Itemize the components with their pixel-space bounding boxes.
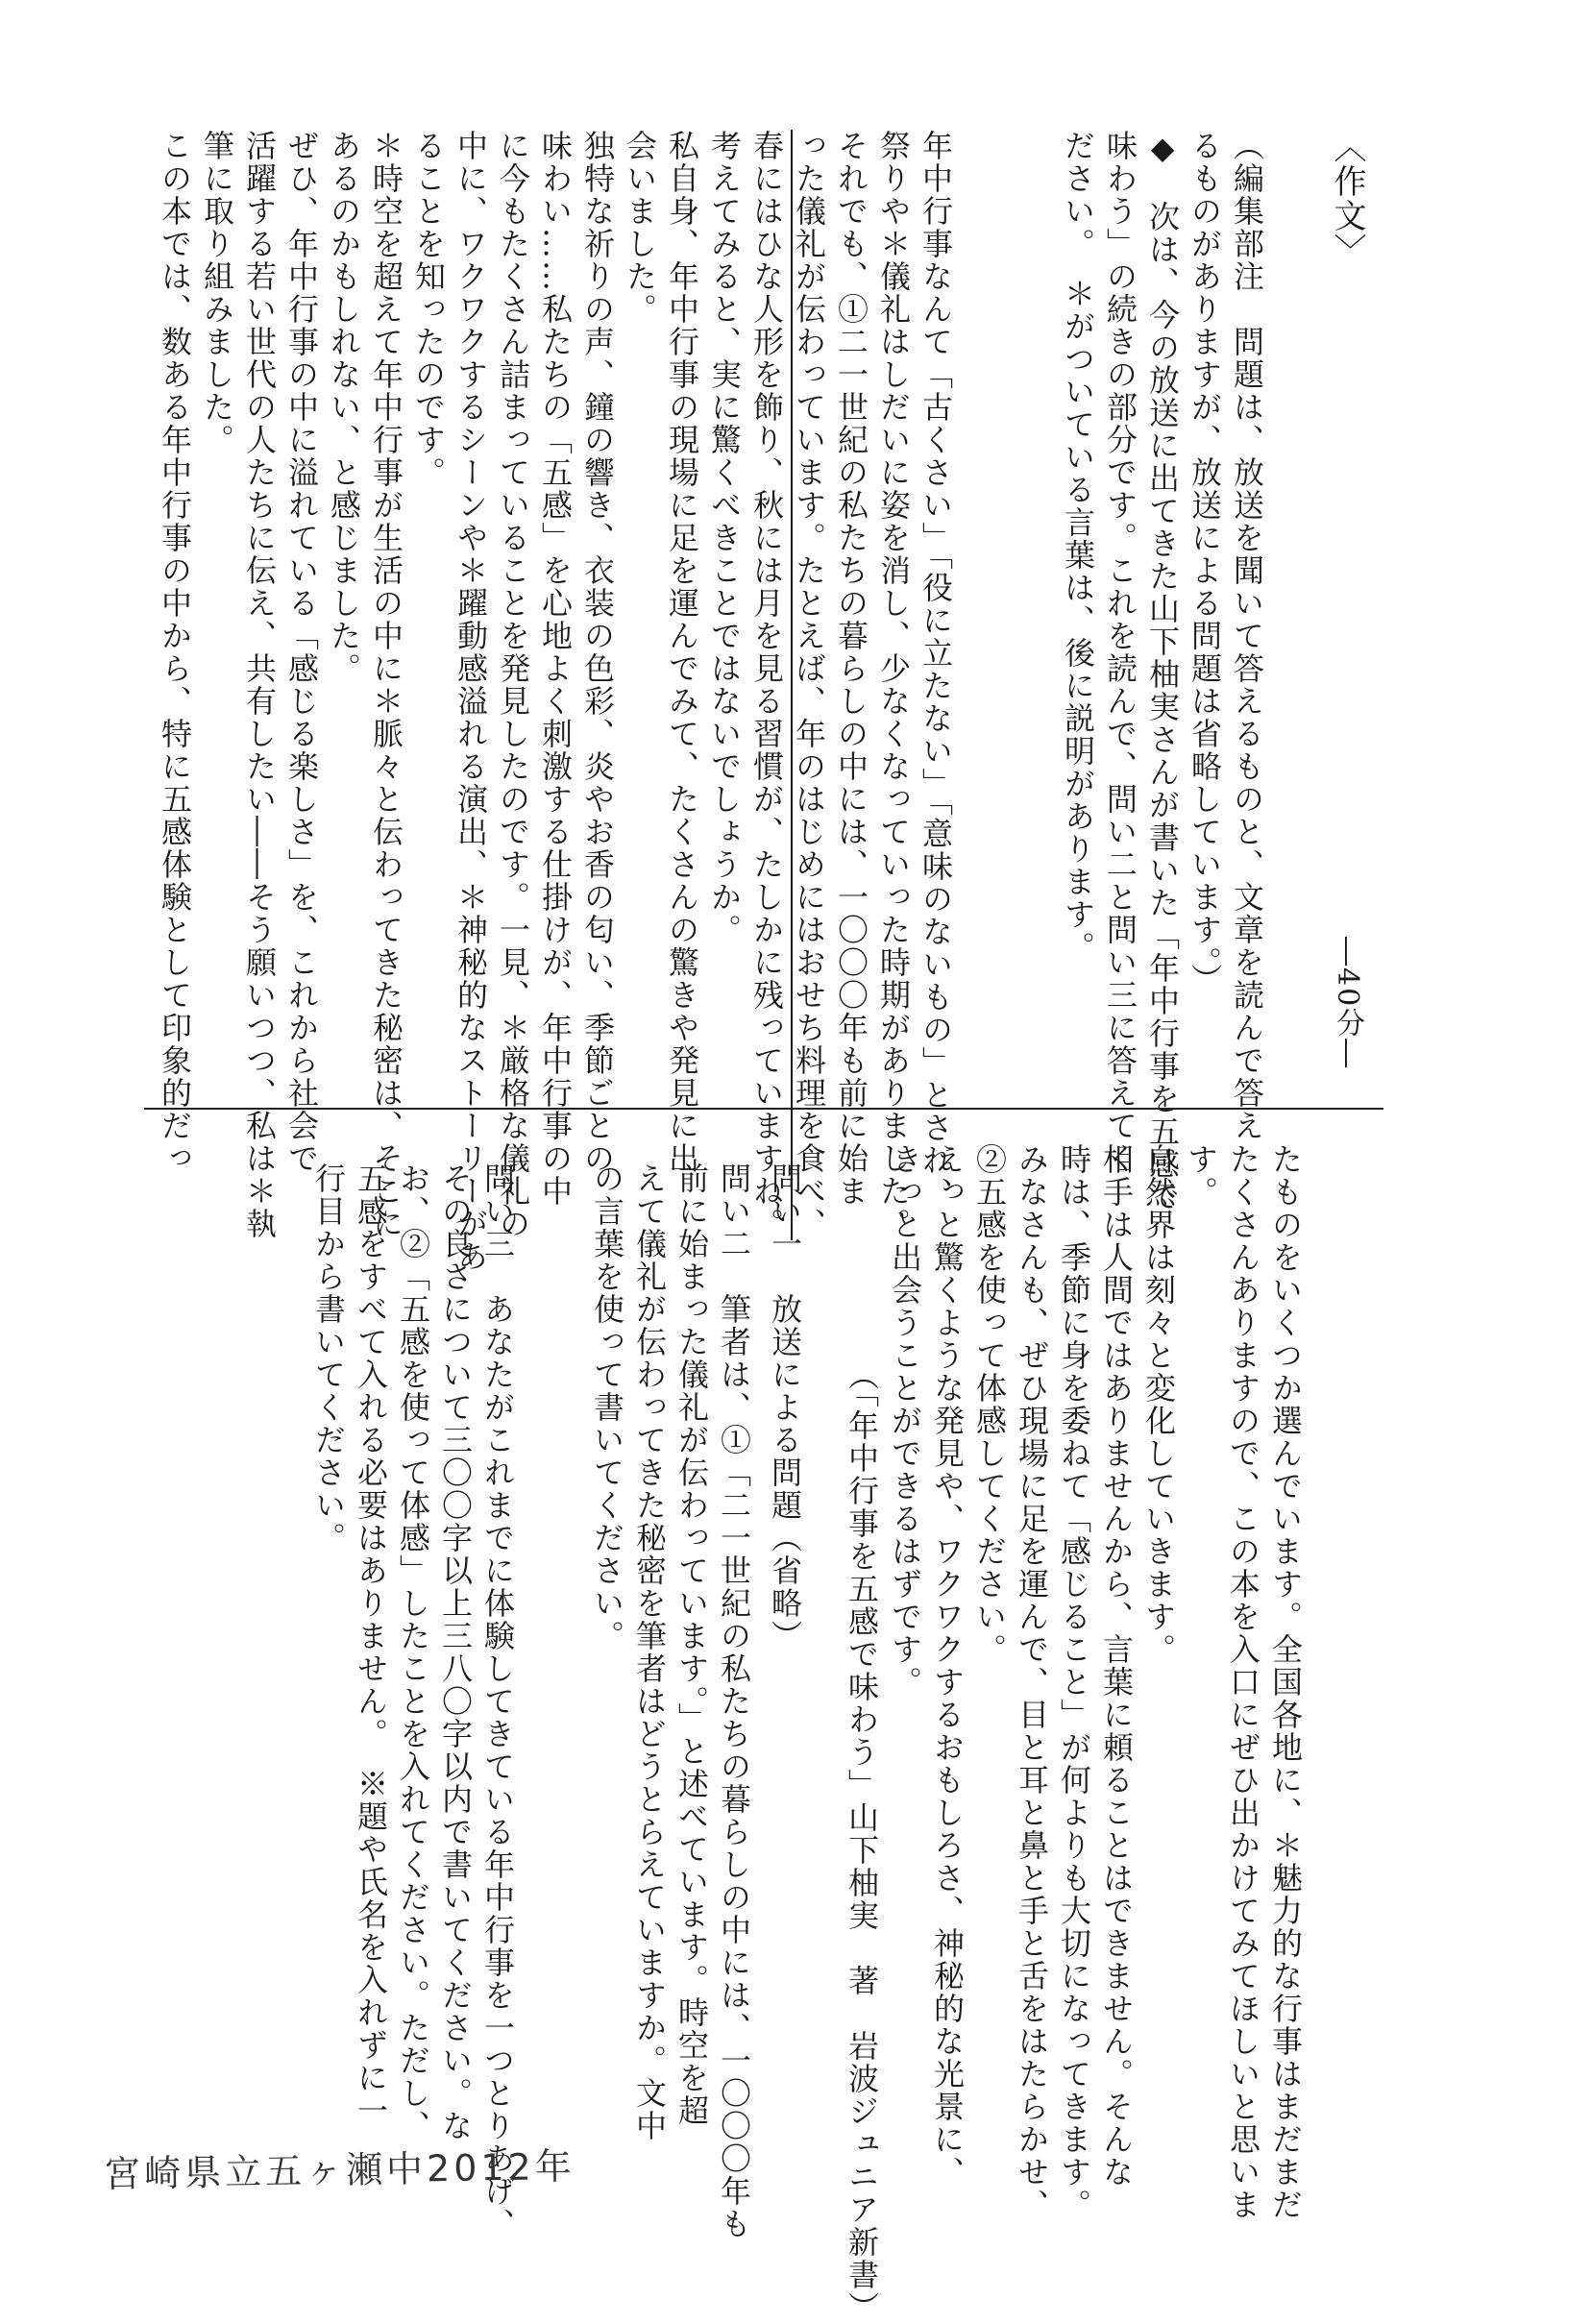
question-3-line: お、②「五感を使って体感」したことを入れてください。ただし、 — [395, 1162, 431, 2142]
passage-line: ＊時空を超えて年中行事が生活の中に＊脈々と伝わってきた秘密は、そこに — [368, 130, 404, 1240]
passage-line: 祭りや＊儀礼はしだいに姿を消し、少なくなっていった時期がありました。 — [875, 130, 912, 1240]
question-3 — [307, 1162, 519, 2240]
passage-line: あるのかもしれない、と感じました。 — [326, 130, 362, 685]
passage-line: 自然界は刻々と変化していきます。 — [1140, 1143, 1177, 1666]
handwritten-source-note: 宮崎県立五ヶ瀬中2012年 — [103, 2144, 576, 2196]
passage-line: 相手は人間ではありませんから、言葉に頼ることはできません。そんな — [1098, 1143, 1135, 2189]
passage-line: に今もたくさん詰まっていることを発見したのです。一見、＊厳格な儀礼の — [495, 130, 531, 1240]
passage-line: 会いました。 — [622, 130, 658, 326]
section-heading-column — [1326, 130, 1368, 268]
passage-line: それでも、①二一世紀の私たちの暮らしの中には、一〇〇〇年も前に始ま — [833, 130, 869, 1208]
passage-bottom — [884, 1143, 1307, 2221]
question-2 — [586, 1162, 755, 2240]
question-3-line: その良さについて三〇〇字以上三八〇字以内で書いてください。な — [437, 1162, 474, 2142]
section-divider — [144, 1108, 1383, 1110]
passage-line: えっと驚くような発見や、ワクワクするおもしろさ、神秘的な光景に、 — [929, 1143, 966, 2189]
instruction-line-1: ◆ 次は、今の放送に出てきた山下柚実さんが書いた「年中行事を五感で — [1144, 130, 1181, 1213]
editor-note-line-2: るものがありますが、放送による問題は省略しています。） — [1187, 130, 1223, 996]
passage-line: 味わい……私たちの「五感」を心地よく刺激する仕掛けが、年中行事の中 — [537, 130, 574, 1208]
passage-line: 春にはひな人形を飾り、秋には月を見る習慣が、たしかに残っていますね。 — [748, 130, 785, 1240]
passage-line: 活躍する若い世代の人たちに伝え、共有したい――そう願いつつ、私は＊執 — [241, 130, 278, 1240]
passage-line: この本では、数ある年中行事の中から、特に五感体験として印象的だっ — [157, 130, 193, 1175]
passage-line: きっと出会うことができるはずです。 — [887, 1143, 923, 1699]
passage-line: ることを知ったのです。 — [410, 130, 447, 489]
question-1 — [764, 1162, 806, 1652]
passage-line: たくさんありますので、この本を入口にぜひ出かけてみてほしいと思いま — [1225, 1143, 1261, 2221]
question-1-text: 問い一 放送による問題（省略） — [767, 1162, 803, 1652]
passage-line: たものをいくつか選んでいます。全国各地に、＊魅力的な行事はまだまだ — [1267, 1143, 1304, 2221]
question-3-line: 問い三 あなたがこれまでに体験してきている年中行事を一つとりあげ、 — [479, 1162, 516, 2240]
source-citation: （「年中行事を五感で味わう」山下柚実 著 岩波ジュニア新書） — [844, 1359, 880, 2324]
section-label: 〈作文〉 — [1328, 130, 1366, 268]
time-limit-column — [1326, 937, 1368, 1069]
passage-line: 年中行事なんて「古くさい」「役に立たない」「意味のないもの」とされ、 — [918, 130, 954, 1210]
passage-line: 筆に取り組みました。 — [199, 130, 235, 456]
question-2-line: 前に始まった儀礼が伝わっています。」と述べています。時空を超 — [673, 1162, 710, 2127]
passage-line: ぜひ、年中行事の中に溢れている「感じる楽しさ」を、これから社会で — [283, 130, 320, 1175]
question-2-line: 問い二 筆者は、①「二一世紀の私たちの暮らしの中には、一〇〇〇年も — [716, 1162, 752, 2240]
passage-top — [154, 130, 957, 1273]
instruction-line-2: 味わう」の続きの部分です。これを読んで、問い二と問い三に答えてく — [1102, 130, 1138, 1175]
passage-line: 中に、ワクワクするシーンや＊躍動感溢れる演出、＊神秘的なストーリーがあ — [453, 130, 489, 1273]
question-3-line: 五感をすべて入れる必要はありません。 ※題や氏名を入れずに一 — [353, 1162, 389, 2127]
passage-line: 私自身、年中行事の現場に足を運んでみて、たくさんの驚きや発見に出 — [664, 130, 700, 1175]
passage-line: みなさんも、ぜひ現場に足を運んで、目と耳と鼻と手と舌をはたらかせ、 — [1014, 1143, 1050, 2221]
question-2-line: えて儀礼が伝わってきた秘密を筆者はどうとらえていますか。文中 — [631, 1162, 668, 2142]
editor-note-line-1: （編集部注 問題は、放送を聞いて答えるものと、文章を読んで答え — [1229, 130, 1265, 1142]
instruction-line-3: ださい。 ＊がついている言葉は、後に説明があります。 — [1060, 130, 1096, 964]
passage-line: 独特な祈りの声、鐘の響き、衣装の色彩、炎やお香の匂い、季節ごとの — [579, 130, 616, 1175]
source-citation-column — [841, 1359, 883, 2324]
passage-line: す。 — [1183, 1143, 1219, 1209]
passage-line: 考えてみると、実に驚くべきことではないでしょうか。 — [706, 130, 743, 946]
passage-line: った儀礼が伝わっています。たとえば、年のはじめにはおせち料理を食べ、 — [791, 130, 827, 1240]
question-2-line: の言葉を使って書いてください。 — [589, 1162, 625, 1652]
passage-line: ②五感を使って体感してください。 — [971, 1143, 1008, 1666]
question-3-line: 行目から書いてください。 — [310, 1162, 347, 1554]
time-limit: ―40分― — [1331, 937, 1364, 1070]
intro-block — [1057, 130, 1268, 1213]
passage-line: 時は、季節に身を委ねて「感じること」が何よりも大切になってきます。 — [1056, 1143, 1092, 2221]
